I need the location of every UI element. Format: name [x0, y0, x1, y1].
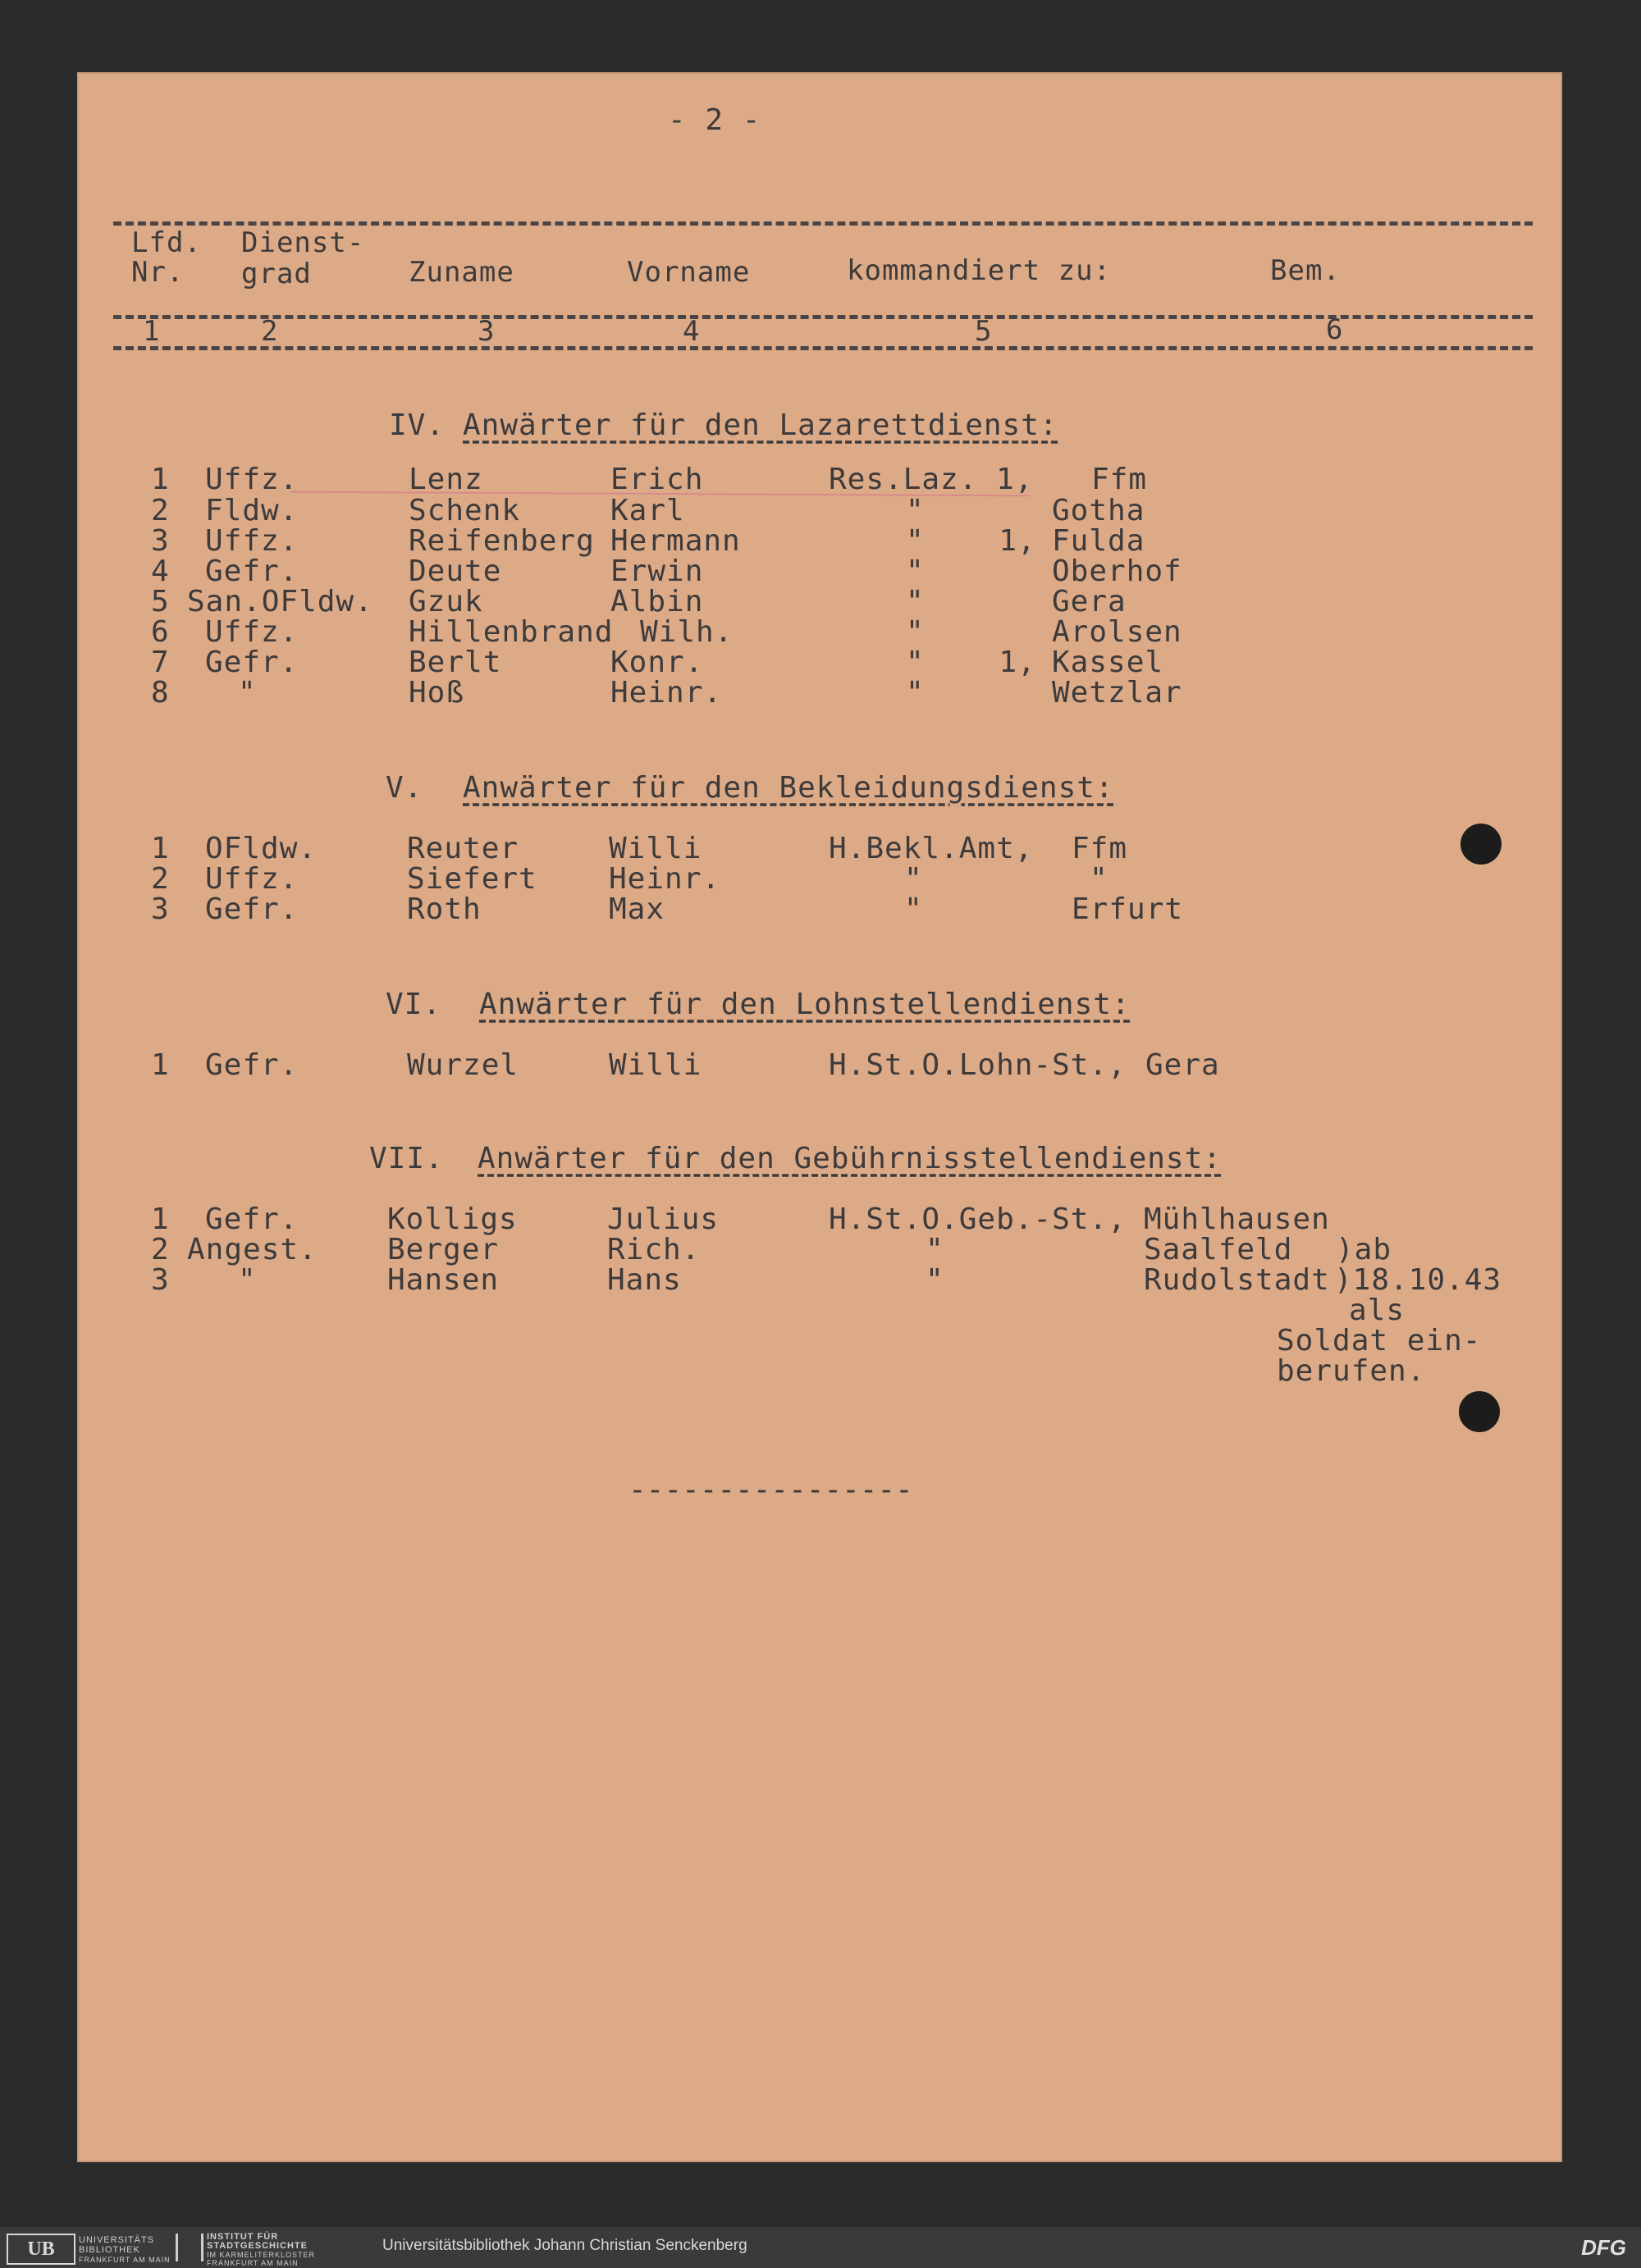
row-zuname: Hoß: [409, 676, 465, 710]
library-name: Universitätsbibliothek Johann Christian Senckenberg: [382, 2237, 747, 2254]
row-zuname: Gzuk: [409, 585, 483, 618]
header-col3: Zuname: [409, 256, 514, 289]
row-nr: 1: [151, 1048, 170, 1082]
row-dest-a: H.St.O.Geb.-St.,: [829, 1202, 1127, 1236]
row-dest-b: Mühlhausen: [1144, 1202, 1330, 1236]
row-dest-b: ": [1090, 862, 1108, 896]
row-dest-a: ": [906, 676, 925, 710]
row-dest-b: Gera: [1052, 585, 1127, 618]
dfg-logo: DFG: [1581, 2235, 1626, 2260]
row-zuname: Roth: [407, 892, 482, 926]
section-v-roman: V.: [386, 771, 423, 805]
header-col2-top: Dienst-: [241, 226, 365, 259]
row-nr: 2: [151, 1233, 170, 1266]
section-vii-title: Anwärter für den Gebührnisstellendienst:: [478, 1142, 1222, 1175]
row-nr: 4: [151, 554, 170, 588]
row-zuname: Reuter: [407, 832, 519, 865]
end-line: ----------------: [629, 1473, 913, 1507]
row-grad: Gefr.: [205, 1048, 299, 1082]
row-vorname: Wilh.: [640, 615, 734, 649]
row-vorname: Erich: [610, 463, 704, 496]
row-grad: Uffz.: [205, 615, 299, 649]
row-dest-a: H.Bekl.Amt,: [829, 832, 1034, 865]
row-grad: Gefr.: [205, 554, 299, 588]
row-vorname: Erwin: [610, 554, 704, 588]
ub-logo-text-1: UNIVERSITÄTS: [79, 2235, 155, 2245]
isg-logo-mark: [176, 2234, 203, 2261]
row-grad: Uffz.: [205, 463, 299, 496]
row-vorname: Heinr.: [610, 676, 723, 710]
row-zuname: Kolligs: [387, 1202, 518, 1236]
document-page: [77, 72, 1562, 2162]
header-number-2: 2: [261, 315, 279, 348]
section-vii-roman: VII.: [369, 1142, 444, 1175]
section-vi-roman: VI.: [386, 988, 442, 1021]
row-dest-b: Gotha: [1052, 494, 1145, 527]
row-grad: ": [238, 1263, 257, 1297]
row-dest-a: " 1,: [906, 646, 1036, 679]
row-vorname: Willi: [609, 1048, 702, 1082]
section-iv-title: Anwärter für den Lazarettdienst:: [463, 408, 1058, 442]
remark-line-3: als: [1349, 1294, 1406, 1327]
row-dest-b: Erfurt: [1072, 892, 1184, 926]
header-col1-top: Lfd.: [131, 226, 202, 259]
header-rule-bottom: [113, 346, 1533, 350]
row-dest-b: Saalfeld: [1144, 1233, 1293, 1266]
row-nr: 5: [151, 585, 170, 618]
row-zuname: Deute: [409, 554, 502, 588]
row-nr: 6: [151, 615, 170, 649]
row-dest-b: Wetzlar: [1052, 676, 1182, 710]
row-vorname: Max: [609, 892, 665, 926]
header-col4: Vorname: [627, 256, 751, 289]
row-grad: ": [238, 676, 257, 710]
footer-bar: [0, 2227, 1641, 2268]
section-iv-roman: IV.: [389, 408, 446, 442]
isg-logo-text-3: IM KARMELITERKLOSTER: [207, 2251, 316, 2259]
row-grad: Uffz.: [205, 524, 299, 558]
row-grad: Gefr.: [205, 892, 299, 926]
row-nr: 3: [151, 1263, 170, 1297]
row-vorname: Hermann: [610, 524, 741, 558]
ub-logo: UB: [7, 2234, 75, 2265]
remark-line-4: Soldat ein-: [1277, 1324, 1482, 1358]
row-vorname: Karl: [610, 494, 685, 527]
row-grad: Uffz.: [205, 862, 299, 896]
row-zuname: Berlt: [409, 646, 502, 679]
row-dest-b: Arolsen: [1052, 615, 1182, 649]
page-number: - 2 -: [668, 103, 761, 137]
row-nr: 7: [151, 646, 170, 679]
row-dest-b: Ffm: [1091, 463, 1148, 496]
row-vorname: Willi: [609, 832, 702, 865]
row-dest-a: ": [906, 585, 925, 618]
row-vorname: Heinr.: [609, 862, 721, 896]
row-nr: 3: [151, 524, 170, 558]
row-grad: Fldw.: [205, 494, 299, 527]
row-nr: 1: [151, 463, 170, 496]
row-vorname: Julius: [607, 1202, 720, 1236]
row-dest-b: Fulda: [1052, 524, 1145, 558]
section-vi-title: Anwärter für den Lohnstellendienst:: [479, 988, 1131, 1021]
row-vorname: Konr.: [610, 646, 704, 679]
row-grad: San.OFldw.: [187, 585, 373, 618]
row-nr: 2: [151, 862, 170, 896]
remark-line-2: )18.10.43: [1334, 1263, 1502, 1297]
row-nr: 1: [151, 1202, 170, 1236]
row-dest-b: Kassel: [1052, 646, 1164, 679]
row-grad: Angest.: [187, 1233, 318, 1266]
row-dest-a: ": [926, 1233, 944, 1266]
row-grad: Gefr.: [205, 1202, 299, 1236]
header-number-1: 1: [143, 315, 161, 348]
row-grad: OFldw.: [205, 832, 318, 865]
row-vorname: Rich.: [607, 1233, 701, 1266]
ub-logo-text-2: BIBLIOTHEK: [79, 2245, 140, 2255]
row-dest-a: ": [906, 615, 925, 649]
row-nr: 2: [151, 494, 170, 527]
row-zuname: Wurzel: [407, 1048, 519, 1082]
row-zuname: Siefert: [407, 862, 537, 896]
row-vorname: Albin: [610, 585, 704, 618]
punch-hole-lower: [1459, 1391, 1500, 1432]
row-dest-a: ": [904, 862, 923, 896]
row-grad: Gefr.: [205, 646, 299, 679]
row-dest-a: ": [906, 554, 925, 588]
remark-line-5: berufen.: [1277, 1354, 1426, 1388]
header-col6: Bem.: [1270, 254, 1341, 287]
header-rule-top: [113, 221, 1533, 226]
header-col1-bottom: Nr.: [131, 256, 185, 289]
header-rule-middle: [113, 315, 1533, 319]
header-number-5: 5: [975, 315, 993, 348]
row-zuname: Schenk: [409, 494, 521, 527]
row-vorname: Hans: [607, 1263, 682, 1297]
row-zuname: Lenz: [409, 463, 483, 496]
row-zuname: Hillenbrand: [409, 615, 614, 649]
isg-logo-text-4: FRANKFURT AM MAIN: [207, 2259, 299, 2267]
isg-logo-text-2: STADTGESCHICHTE: [207, 2241, 308, 2251]
row-zuname: Hansen: [387, 1263, 500, 1297]
section-v-title: Anwärter für den Bekleidungsdienst:: [463, 771, 1114, 805]
row-dest-b: Ffm: [1072, 832, 1128, 865]
row-zuname: Berger: [387, 1233, 500, 1266]
row-dest-a: H.St.O.Lohn-St.,: [829, 1048, 1127, 1082]
row-zuname: Reifenberg: [409, 524, 595, 558]
isg-logo-text-1: INSTITUT FÜR: [207, 2232, 279, 2242]
row-dest-a: ": [906, 494, 925, 527]
header-number-4: 4: [683, 315, 701, 348]
row-dest-a: " 1,: [906, 524, 1036, 558]
row-dest-b: Oberhof: [1052, 554, 1182, 588]
ub-logo-text-3: FRANKFURT AM MAIN: [79, 2256, 171, 2264]
row-nr: 3: [151, 892, 170, 926]
row-dest-a: ": [904, 892, 923, 926]
header-number-3: 3: [478, 315, 496, 348]
row-dest-a: Res.Laz. 1,: [829, 463, 1034, 496]
remark-line-1: )ab: [1336, 1233, 1392, 1266]
row-dest-a: ": [926, 1263, 944, 1297]
header-col2-bottom: grad: [241, 258, 312, 290]
row-dest-b: Rudolstadt: [1144, 1263, 1330, 1297]
header-col5: kommandiert zu:: [847, 254, 1112, 287]
row-dest-b: Gera: [1145, 1048, 1220, 1082]
punch-hole-upper: [1460, 824, 1502, 865]
row-nr: 8: [151, 676, 170, 710]
row-nr: 1: [151, 832, 170, 865]
header-number-6: 6: [1326, 313, 1344, 346]
